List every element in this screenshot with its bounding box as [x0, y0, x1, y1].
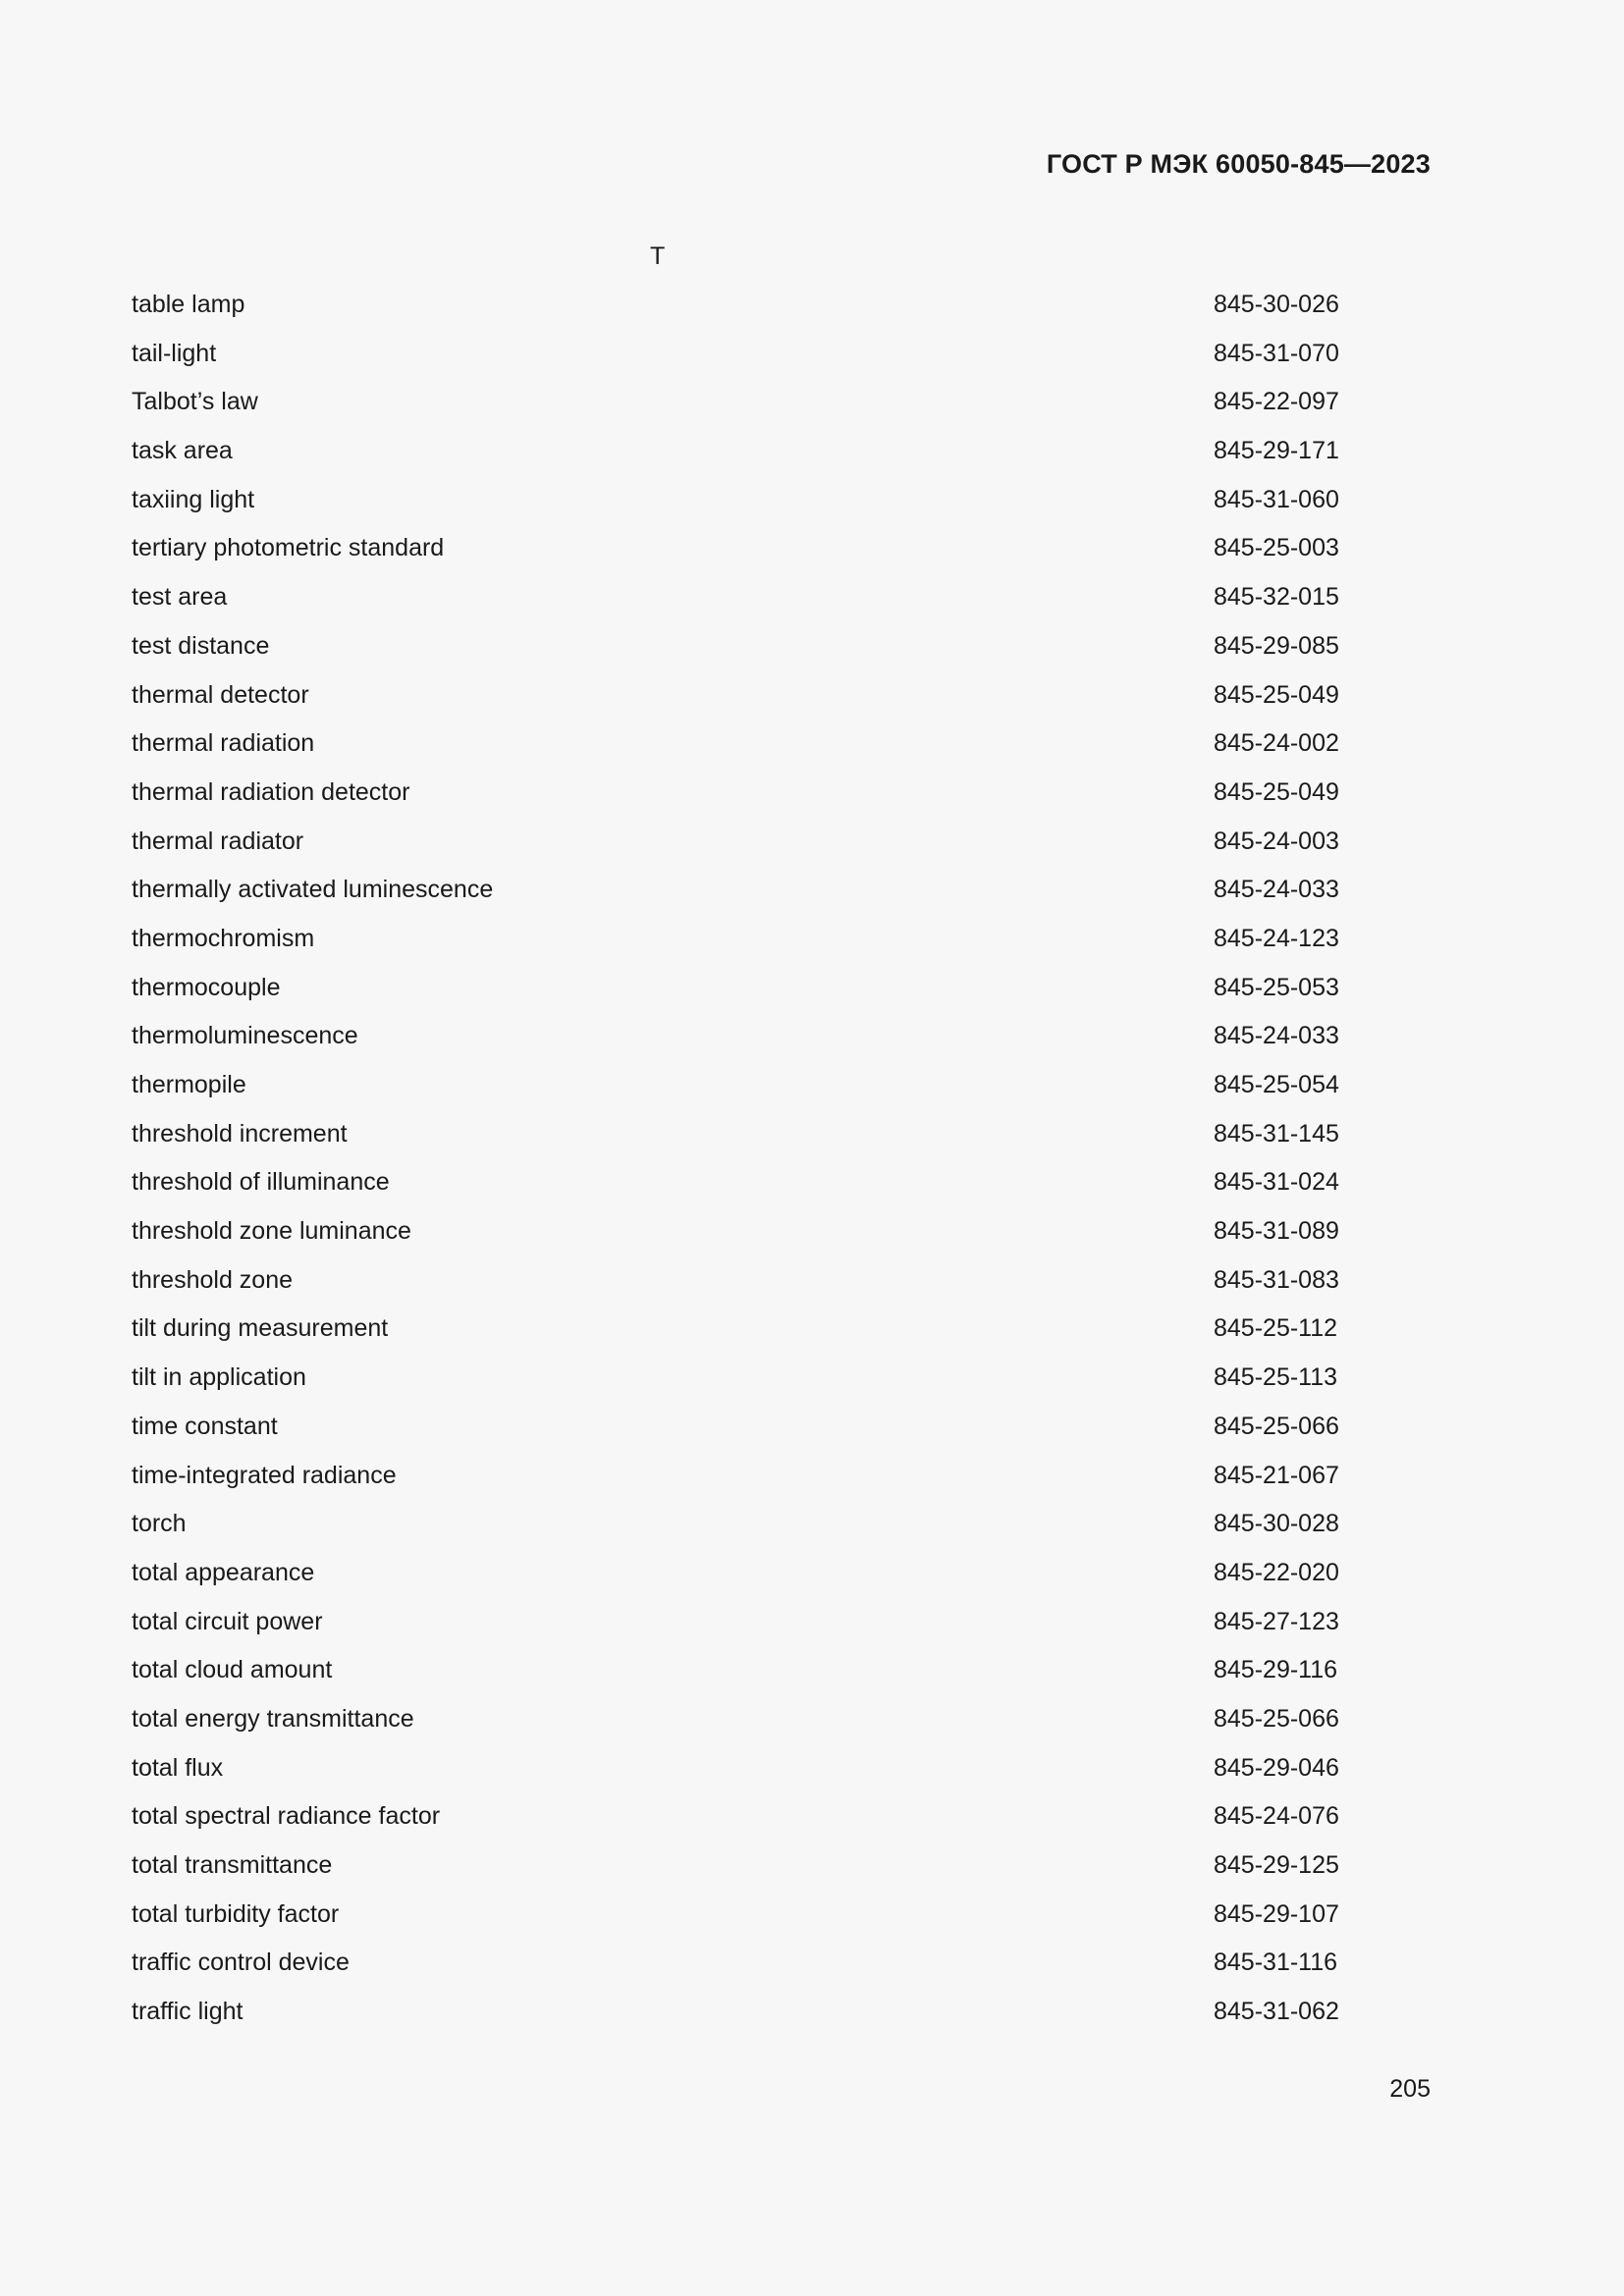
entry-code: 845-30-028 [1214, 1510, 1339, 1538]
index-entry [132, 1069, 1408, 1118]
entry-term: tilt in application [132, 1363, 306, 1392]
index-entry [132, 435, 1408, 484]
index-entry [132, 1508, 1408, 1557]
entry-term: total spectral radiance factor [132, 1802, 441, 1831]
entry-term: torch [132, 1510, 187, 1538]
index-entry [132, 484, 1408, 533]
entry-term: time-integrated radiance [132, 1461, 397, 1489]
entry-code: 845-25-054 [1214, 1071, 1339, 1098]
index-entry [132, 1800, 1408, 1849]
entry-code: 845-25-053 [1214, 973, 1339, 1001]
entry-term: total flux [132, 1753, 224, 1782]
entry-term: traffic light [132, 1998, 244, 2026]
index-entry [132, 1606, 1408, 1655]
entry-term: total turbidity factor [132, 1899, 340, 1928]
index-entry [132, 1947, 1408, 1996]
entry-term: thermoluminescence [132, 1022, 358, 1050]
entry-term: test area [132, 583, 228, 612]
entry-code: 845-29-046 [1214, 1753, 1339, 1782]
entry-code: 845-24-076 [1214, 1802, 1339, 1831]
index-entry [132, 1849, 1408, 1898]
entry-code: 845-22-020 [1214, 1558, 1339, 1586]
entry-code: 845-31-062 [1214, 1998, 1339, 2026]
entry-term: thermocouple [132, 973, 281, 1001]
entry-code: 845-24-123 [1214, 924, 1339, 952]
entry-code: 845-30-026 [1214, 291, 1339, 318]
index-entry [132, 1752, 1408, 1801]
entry-term: threshold zone [132, 1265, 294, 1294]
entry-term: threshold of illuminance [132, 1168, 390, 1197]
entry-term: total appearance [132, 1558, 315, 1586]
entry-code: 845-25-113 [1214, 1363, 1338, 1392]
index-entry [132, 630, 1408, 679]
index-entry [132, 1898, 1408, 1948]
entry-code: 845-31-060 [1214, 485, 1339, 513]
entry-term: time constant [132, 1412, 278, 1440]
entry-code: 845-25-049 [1214, 777, 1339, 806]
entry-term: taxiing light [132, 485, 255, 513]
entry-code: 845-27-123 [1214, 1607, 1339, 1635]
term-index-list [132, 289, 1408, 2045]
entry-code: 845-29-116 [1214, 1656, 1338, 1684]
index-entry [132, 1654, 1408, 1703]
index-entry [132, 826, 1408, 875]
entry-code: 845-31-024 [1214, 1168, 1339, 1197]
index-entry [132, 1460, 1408, 1509]
entry-term: threshold zone luminance [132, 1217, 411, 1246]
entry-code: 845-29-107 [1214, 1899, 1339, 1928]
entry-code: 845-29-171 [1214, 437, 1339, 465]
entry-term: total cloud amount [132, 1656, 333, 1684]
index-entry [132, 727, 1408, 776]
entry-code: 845-21-067 [1214, 1461, 1339, 1489]
entry-term: thermal radiator [132, 827, 304, 855]
entry-code: 845-24-002 [1214, 729, 1339, 758]
entry-code: 845-31-145 [1214, 1119, 1339, 1148]
entry-code: 845-31-083 [1214, 1265, 1339, 1294]
entry-code: 845-24-033 [1214, 1022, 1339, 1050]
entry-term: test distance [132, 631, 270, 660]
page-number: 205 [1389, 2075, 1431, 2103]
index-entry [132, 581, 1408, 630]
index-entry [132, 289, 1408, 338]
entry-code: 845-25-112 [1214, 1314, 1338, 1343]
index-entry [132, 386, 1408, 435]
entry-term: thermal detector [132, 680, 309, 709]
entry-term: task area [132, 437, 233, 465]
entry-code: 845-31-070 [1214, 339, 1339, 367]
entry-term: Talbot’s law [132, 388, 258, 416]
entry-code: 845-22-097 [1214, 388, 1339, 416]
index-entry [132, 874, 1408, 923]
entry-term: tilt during measurement [132, 1314, 389, 1343]
entry-term: tail-light [132, 339, 217, 367]
index-entry [132, 1020, 1408, 1069]
entry-code: 845-29-125 [1214, 1851, 1339, 1879]
entry-term: thermal radiation detector [132, 777, 410, 806]
entry-code: 845-25-066 [1214, 1704, 1339, 1733]
index-entry [132, 679, 1408, 728]
entry-term: total transmittance [132, 1851, 333, 1879]
entry-code: 845-25-049 [1214, 680, 1339, 709]
index-entry [132, 1166, 1408, 1215]
entry-term: threshold increment [132, 1119, 348, 1148]
index-entry [132, 532, 1408, 581]
entry-code: 845-25-066 [1214, 1412, 1339, 1440]
index-entry [132, 972, 1408, 1021]
entry-code: 845-24-003 [1214, 827, 1339, 855]
entry-code: 845-29-085 [1214, 631, 1339, 660]
entry-term: thermal radiation [132, 729, 315, 758]
entry-code: 845-24-033 [1214, 876, 1339, 904]
section-letter-heading: T [650, 242, 666, 270]
index-entry [132, 1264, 1408, 1313]
entry-term: tertiary photometric standard [132, 534, 445, 562]
index-entry [132, 1996, 1408, 2045]
entry-term: total circuit power [132, 1607, 323, 1635]
index-entry [132, 1557, 1408, 1606]
index-entry [132, 776, 1408, 826]
entry-term: thermochromism [132, 924, 315, 952]
entry-term: thermopile [132, 1071, 246, 1098]
index-entry [132, 338, 1408, 387]
entry-term: table lamp [132, 291, 245, 318]
index-entry [132, 1312, 1408, 1362]
index-entry [132, 1362, 1408, 1411]
document-header: ГОСТ Р МЭК 60050-845—2023 [1046, 149, 1431, 179]
index-entry [132, 923, 1408, 972]
index-entry [132, 1411, 1408, 1460]
entry-term: thermally activated luminescence [132, 876, 494, 904]
entry-code: 845-31-089 [1214, 1217, 1339, 1246]
entry-code: 845-31-116 [1214, 1949, 1338, 1977]
entry-term: total energy transmittance [132, 1704, 414, 1733]
index-entry [132, 1215, 1408, 1264]
entry-code: 845-32-015 [1214, 583, 1339, 612]
index-entry [132, 1703, 1408, 1752]
entry-term: traffic control device [132, 1949, 350, 1977]
index-entry [132, 1118, 1408, 1167]
entry-code: 845-25-003 [1214, 534, 1339, 562]
